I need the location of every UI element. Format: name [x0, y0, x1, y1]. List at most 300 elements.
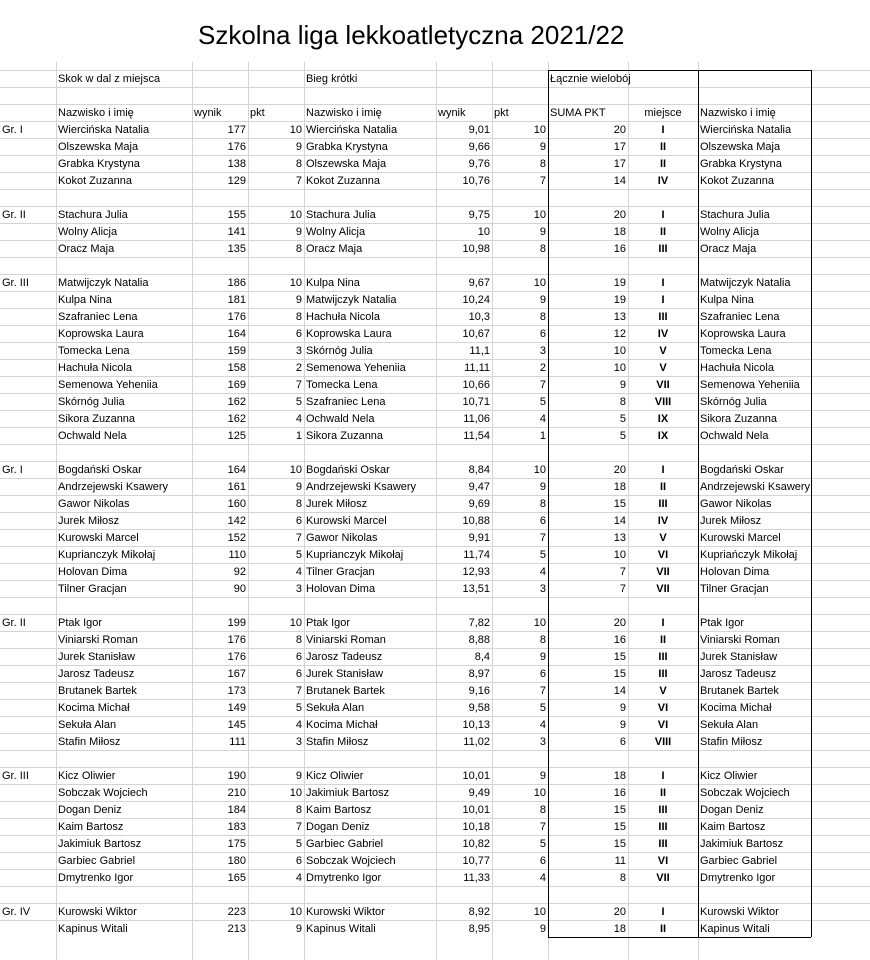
- place-cell[interactable]: VIII: [654, 396, 672, 408]
- jump-points-cell[interactable]: 9: [295, 226, 302, 238]
- run-name-cell[interactable]: Dogan Deniz: [306, 821, 370, 833]
- place-cell[interactable]: I: [661, 124, 665, 136]
- place-cell[interactable]: IV: [657, 175, 669, 187]
- jump-name-cell[interactable]: Ptak Igor: [58, 617, 103, 629]
- sum-cell[interactable]: 10: [613, 362, 626, 374]
- jump-points-cell[interactable]: 7: [295, 379, 302, 391]
- run-result-cell[interactable]: 9,49: [468, 787, 490, 799]
- run-points-cell[interactable]: 6: [539, 328, 546, 340]
- total-name-cell[interactable]: Koprowska Laura: [700, 328, 786, 340]
- total-name-cell[interactable]: Jurek Stanisław: [700, 651, 778, 663]
- run-name-cell[interactable]: Semenowa Yeheniia: [306, 362, 406, 374]
- sum-cell[interactable]: 7: [619, 566, 626, 578]
- run-result-cell[interactable]: 9,66: [468, 141, 490, 153]
- jump-result-cell[interactable]: 145: [227, 719, 246, 731]
- sum-cell[interactable]: 16: [613, 634, 626, 646]
- header-name-jump[interactable]: Nazwisko i imię: [58, 107, 134, 119]
- jump-name-cell[interactable]: Tilner Gracjan: [58, 583, 127, 595]
- jump-name-cell[interactable]: Kuprianczyk Mikołaj: [58, 549, 156, 561]
- run-name-cell[interactable]: Jarosz Tadeusz: [306, 651, 383, 663]
- jump-points-cell[interactable]: 10: [289, 617, 302, 629]
- total-name-cell[interactable]: Kaim Bartosz: [700, 821, 766, 833]
- place-cell[interactable]: IV: [657, 328, 669, 340]
- place-cell[interactable]: I: [661, 617, 665, 629]
- place-cell[interactable]: III: [658, 498, 668, 510]
- run-result-cell[interactable]: 9,69: [468, 498, 490, 510]
- run-result-cell[interactable]: 12,93: [462, 566, 490, 578]
- run-result-cell[interactable]: 11,33: [463, 872, 490, 884]
- total-name-cell[interactable]: Jarosz Tadeusz: [700, 668, 777, 680]
- run-result-cell[interactable]: 8,97: [468, 668, 490, 680]
- jump-name-cell[interactable]: Koprowska Laura: [58, 328, 144, 340]
- run-name-cell[interactable]: Jurek Stanisław: [306, 668, 384, 680]
- jump-result-cell[interactable]: 176: [227, 634, 246, 646]
- jump-name-cell[interactable]: Ochwald Nela: [58, 430, 127, 442]
- jump-points-cell[interactable]: 10: [289, 277, 302, 289]
- jump-result-cell[interactable]: 149: [227, 702, 246, 714]
- jump-result-cell[interactable]: 190: [227, 770, 246, 782]
- group-cell[interactable]: Gr. I: [2, 464, 23, 476]
- jump-points-cell[interactable]: 9: [295, 294, 302, 306]
- run-name-cell[interactable]: Kocima Michał: [306, 719, 378, 731]
- place-cell[interactable]: VI: [657, 719, 669, 731]
- run-name-cell[interactable]: Stafin Miłosz: [306, 736, 369, 748]
- jump-points-cell[interactable]: 7: [295, 175, 302, 187]
- jump-points-cell[interactable]: 5: [295, 838, 302, 850]
- run-points-cell[interactable]: 10: [533, 787, 546, 799]
- run-points-cell[interactable]: 7: [539, 175, 546, 187]
- total-name-cell[interactable]: Tomecka Lena: [700, 345, 772, 357]
- jump-name-cell[interactable]: Skórnóg Julia: [58, 396, 125, 408]
- run-result-cell[interactable]: 8,84: [468, 464, 490, 476]
- place-cell[interactable]: IX: [657, 430, 669, 442]
- jump-name-cell[interactable]: Garbiec Gabriel: [58, 855, 136, 867]
- run-name-cell[interactable]: Dmytrenko Igor: [306, 872, 382, 884]
- run-result-cell[interactable]: 10,76: [462, 175, 490, 187]
- jump-result-cell[interactable]: 180: [227, 855, 246, 867]
- run-result-cell[interactable]: 10,24: [462, 294, 490, 306]
- jump-result-cell[interactable]: 169: [227, 379, 246, 391]
- jump-result-cell[interactable]: 159: [227, 345, 246, 357]
- jump-points-cell[interactable]: 9: [295, 481, 302, 493]
- place-cell[interactable]: I: [661, 277, 665, 289]
- jump-points-cell[interactable]: 3: [295, 736, 302, 748]
- jump-result-cell[interactable]: 183: [227, 821, 246, 833]
- jump-name-cell[interactable]: Brutanek Bartek: [58, 685, 137, 697]
- jump-result-cell[interactable]: 164: [227, 464, 246, 476]
- run-points-cell[interactable]: 7: [539, 821, 546, 833]
- jump-result-cell[interactable]: 162: [227, 413, 246, 425]
- jump-points-cell[interactable]: 9: [295, 923, 302, 935]
- place-cell[interactable]: VII: [656, 379, 670, 391]
- sum-cell[interactable]: 9: [619, 719, 626, 731]
- run-result-cell[interactable]: 8,88: [468, 634, 490, 646]
- run-name-cell[interactable]: Kaim Bartosz: [306, 804, 372, 816]
- place-cell[interactable]: III: [658, 804, 668, 816]
- jump-points-cell[interactable]: 7: [295, 821, 302, 833]
- place-cell[interactable]: VII: [656, 583, 670, 595]
- place-cell[interactable]: II: [659, 226, 667, 238]
- jump-points-cell[interactable]: 3: [295, 345, 302, 357]
- total-name-cell[interactable]: Garbiec Gabriel: [700, 855, 778, 867]
- run-points-cell[interactable]: 8: [539, 634, 546, 646]
- jump-result-cell[interactable]: 199: [227, 617, 246, 629]
- jump-points-cell[interactable]: 4: [295, 413, 302, 425]
- header-place[interactable]: miejsce: [644, 107, 682, 119]
- place-cell[interactable]: III: [658, 243, 668, 255]
- sum-cell[interactable]: 15: [613, 804, 626, 816]
- jump-points-cell[interactable]: 8: [295, 311, 302, 323]
- jump-result-cell[interactable]: 141: [227, 226, 246, 238]
- run-name-cell[interactable]: Szafraniec Lena: [306, 396, 386, 408]
- total-name-cell[interactable]: Kokot Zuzanna: [700, 175, 774, 187]
- run-points-cell[interactable]: 1: [539, 430, 546, 442]
- jump-result-cell[interactable]: 186: [227, 277, 246, 289]
- jump-name-cell[interactable]: Tomecka Lena: [58, 345, 130, 357]
- jump-points-cell[interactable]: 4: [295, 566, 302, 578]
- sum-cell[interactable]: 8: [619, 396, 626, 408]
- jump-points-cell[interactable]: 5: [295, 396, 302, 408]
- total-name-cell[interactable]: Stafin Miłosz: [700, 736, 763, 748]
- place-cell[interactable]: VIII: [654, 736, 672, 748]
- sum-cell[interactable]: 14: [613, 685, 626, 697]
- jump-name-cell[interactable]: Wiercińska Natalia: [58, 124, 150, 136]
- jump-points-cell[interactable]: 6: [295, 515, 302, 527]
- total-name-cell[interactable]: Andrzejewski Ksawery: [700, 481, 811, 493]
- run-points-cell[interactable]: 3: [539, 345, 546, 357]
- section-run-label[interactable]: Bieg krótki: [306, 73, 358, 85]
- jump-result-cell[interactable]: 90: [233, 583, 246, 595]
- run-name-cell[interactable]: Sekuła Alan: [306, 702, 365, 714]
- group-cell[interactable]: Gr. II: [2, 617, 26, 629]
- run-result-cell[interactable]: 7,82: [468, 617, 490, 629]
- jump-name-cell[interactable]: Viniarski Roman: [58, 634, 138, 646]
- jump-result-cell[interactable]: 160: [227, 498, 246, 510]
- sum-cell[interactable]: 20: [613, 124, 626, 136]
- jump-points-cell[interactable]: 10: [289, 906, 302, 918]
- jump-name-cell[interactable]: Matwijczyk Natalia: [58, 277, 149, 289]
- sum-cell[interactable]: 17: [613, 141, 626, 153]
- jump-name-cell[interactable]: Kurowski Marcel: [58, 532, 139, 544]
- run-result-cell[interactable]: 10: [477, 226, 490, 238]
- run-name-cell[interactable]: Tilner Gracjan: [306, 566, 375, 578]
- run-points-cell[interactable]: 10: [533, 906, 546, 918]
- total-name-cell[interactable]: Viniarski Roman: [700, 634, 780, 646]
- sum-cell[interactable]: 5: [619, 430, 626, 442]
- jump-result-cell[interactable]: 92: [233, 566, 246, 578]
- jump-name-cell[interactable]: Jakimiuk Bartosz: [58, 838, 142, 850]
- sum-cell[interactable]: 17: [613, 158, 626, 170]
- run-points-cell[interactable]: 9: [539, 923, 546, 935]
- run-result-cell[interactable]: 11,54: [463, 430, 490, 442]
- run-points-cell[interactable]: 9: [539, 770, 546, 782]
- place-cell[interactable]: III: [658, 821, 668, 833]
- jump-points-cell[interactable]: 6: [295, 668, 302, 680]
- run-result-cell[interactable]: 10,01: [462, 770, 490, 782]
- jump-points-cell[interactable]: 10: [289, 209, 302, 221]
- jump-result-cell[interactable]: 223: [227, 906, 246, 918]
- run-points-cell[interactable]: 8: [539, 498, 546, 510]
- total-name-cell[interactable]: Stachura Julia: [700, 209, 770, 221]
- jump-points-cell[interactable]: 2: [295, 362, 302, 374]
- jump-points-cell[interactable]: 7: [295, 685, 302, 697]
- sum-cell[interactable]: 18: [613, 770, 626, 782]
- jump-points-cell[interactable]: 8: [295, 634, 302, 646]
- sum-cell[interactable]: 12: [613, 328, 626, 340]
- run-points-cell[interactable]: 4: [539, 719, 546, 731]
- jump-result-cell[interactable]: 162: [227, 396, 246, 408]
- sum-cell[interactable]: 20: [613, 464, 626, 476]
- jump-points-cell[interactable]: 5: [295, 549, 302, 561]
- jump-points-cell[interactable]: 10: [289, 787, 302, 799]
- run-points-cell[interactable]: 5: [539, 702, 546, 714]
- sum-cell[interactable]: 7: [619, 583, 626, 595]
- jump-name-cell[interactable]: Sekuła Alan: [58, 719, 117, 731]
- jump-points-cell[interactable]: 4: [295, 719, 302, 731]
- run-points-cell[interactable]: 7: [539, 685, 546, 697]
- run-result-cell[interactable]: 10,66: [462, 379, 490, 391]
- jump-name-cell[interactable]: Kokot Zuzanna: [58, 175, 132, 187]
- total-name-cell[interactable]: Olszewska Maja: [700, 141, 781, 153]
- place-cell[interactable]: II: [659, 634, 667, 646]
- total-name-cell[interactable]: Kurowski Wiktor: [700, 906, 779, 918]
- run-name-cell[interactable]: Kuprianczyk Mikołaj: [306, 549, 404, 561]
- total-name-cell[interactable]: Matwijczyk Natalia: [700, 277, 791, 289]
- run-points-cell[interactable]: 4: [539, 566, 546, 578]
- run-name-cell[interactable]: Jakimiuk Bartosz: [306, 787, 390, 799]
- jump-points-cell[interactable]: 6: [295, 651, 302, 663]
- jump-name-cell[interactable]: Sikora Zuzanna: [58, 413, 136, 425]
- run-name-cell[interactable]: Wiercińska Natalia: [306, 124, 398, 136]
- sum-cell[interactable]: 18: [613, 226, 626, 238]
- total-name-cell[interactable]: Dmytrenko Igor: [700, 872, 776, 884]
- run-points-cell[interactable]: 2: [539, 362, 546, 374]
- run-points-cell[interactable]: 9: [539, 226, 546, 238]
- jump-result-cell[interactable]: 213: [227, 923, 246, 935]
- total-name-cell[interactable]: Grabka Krystyna: [700, 158, 782, 170]
- jump-name-cell[interactable]: Kocima Michał: [58, 702, 130, 714]
- run-result-cell[interactable]: 13,51: [462, 583, 490, 595]
- jump-points-cell[interactable]: 8: [295, 804, 302, 816]
- total-name-cell[interactable]: Bogdański Oskar: [700, 464, 784, 476]
- total-name-cell[interactable]: Kulpa Nina: [700, 294, 754, 306]
- run-points-cell[interactable]: 7: [539, 532, 546, 544]
- jump-points-cell[interactable]: 6: [295, 328, 302, 340]
- jump-result-cell[interactable]: 167: [227, 668, 246, 680]
- place-cell[interactable]: IV: [657, 515, 669, 527]
- group-cell[interactable]: Gr. III: [2, 770, 29, 782]
- run-result-cell[interactable]: 11,02: [463, 736, 490, 748]
- run-points-cell[interactable]: 6: [539, 668, 546, 680]
- jump-points-cell[interactable]: 1: [295, 430, 302, 442]
- sum-cell[interactable]: 6: [619, 736, 626, 748]
- total-name-cell[interactable]: Kocima Michał: [700, 702, 772, 714]
- place-cell[interactable]: I: [661, 464, 665, 476]
- jump-name-cell[interactable]: Stachura Julia: [58, 209, 128, 221]
- jump-result-cell[interactable]: 129: [227, 175, 246, 187]
- sum-cell[interactable]: 16: [613, 243, 626, 255]
- jump-result-cell[interactable]: 110: [228, 549, 246, 561]
- run-result-cell[interactable]: 10,77: [462, 855, 490, 867]
- run-result-cell[interactable]: 10,71: [462, 396, 490, 408]
- total-name-cell[interactable]: Kapinus Witali: [700, 923, 770, 935]
- place-cell[interactable]: V: [659, 345, 667, 357]
- section-jump-label[interactable]: Skok w dal z miejsca: [58, 73, 161, 85]
- jump-result-cell[interactable]: 181: [227, 294, 246, 306]
- run-points-cell[interactable]: 6: [539, 855, 546, 867]
- jump-name-cell[interactable]: Sobczak Wojciech: [58, 787, 148, 799]
- sum-cell[interactable]: 15: [613, 651, 626, 663]
- group-cell[interactable]: Gr. I: [2, 124, 23, 136]
- jump-result-cell[interactable]: 210: [227, 787, 246, 799]
- header-sum[interactable]: SUMA PKT: [550, 107, 606, 119]
- run-result-cell[interactable]: 9,58: [468, 702, 490, 714]
- place-cell[interactable]: VII: [656, 566, 670, 578]
- jump-name-cell[interactable]: Olszewska Maja: [58, 141, 139, 153]
- run-points-cell[interactable]: 3: [539, 583, 546, 595]
- sum-cell[interactable]: 18: [613, 481, 626, 493]
- run-result-cell[interactable]: 10,98: [462, 243, 490, 255]
- group-cell[interactable]: Gr. III: [2, 277, 29, 289]
- run-result-cell[interactable]: 10,82: [462, 838, 490, 850]
- jump-points-cell[interactable]: 4: [295, 872, 302, 884]
- place-cell[interactable]: III: [658, 651, 668, 663]
- jump-name-cell[interactable]: Holovan Dima: [58, 566, 128, 578]
- run-result-cell[interactable]: 9,47: [468, 481, 490, 493]
- run-name-cell[interactable]: Sikora Zuzanna: [306, 430, 384, 442]
- run-points-cell[interactable]: 3: [539, 736, 546, 748]
- run-points-cell[interactable]: 5: [539, 838, 546, 850]
- total-name-cell[interactable]: Wiercińska Natalia: [700, 124, 792, 136]
- jump-points-cell[interactable]: 8: [295, 243, 302, 255]
- jump-result-cell[interactable]: 176: [227, 651, 246, 663]
- total-name-cell[interactable]: Sikora Zuzanna: [700, 413, 778, 425]
- run-result-cell[interactable]: 9,01: [468, 124, 490, 136]
- sum-cell[interactable]: 15: [613, 838, 626, 850]
- run-points-cell[interactable]: 8: [539, 158, 546, 170]
- jump-name-cell[interactable]: Wolny Alicja: [58, 226, 118, 238]
- sum-cell[interactable]: 9: [619, 702, 626, 714]
- jump-name-cell[interactable]: Kicz Oliwier: [58, 770, 116, 782]
- jump-result-cell[interactable]: 165: [227, 872, 246, 884]
- place-cell[interactable]: II: [659, 141, 667, 153]
- total-name-cell[interactable]: Dogan Deniz: [700, 804, 764, 816]
- run-points-cell[interactable]: 10: [533, 277, 546, 289]
- run-name-cell[interactable]: Garbiec Gabriel: [306, 838, 384, 850]
- jump-name-cell[interactable]: Jurek Stanisław: [58, 651, 136, 663]
- run-points-cell[interactable]: 5: [539, 549, 546, 561]
- run-result-cell[interactable]: 11,11: [464, 362, 490, 374]
- place-cell[interactable]: III: [658, 311, 668, 323]
- group-cell[interactable]: Gr. IV: [2, 906, 31, 918]
- sum-cell[interactable]: 18: [613, 923, 626, 935]
- jump-name-cell[interactable]: Kaim Bartosz: [58, 821, 124, 833]
- sum-cell[interactable]: 8: [619, 872, 626, 884]
- run-name-cell[interactable]: Ptak Igor: [306, 617, 351, 629]
- run-name-cell[interactable]: Holovan Dima: [306, 583, 376, 595]
- place-cell[interactable]: IX: [657, 413, 669, 425]
- jump-result-cell[interactable]: 142: [227, 515, 246, 527]
- sum-cell[interactable]: 13: [613, 532, 626, 544]
- section-total-label[interactable]: Łącznie wielobój: [550, 73, 631, 85]
- run-name-cell[interactable]: Stachura Julia: [306, 209, 376, 221]
- run-name-cell[interactable]: Matwijczyk Natalia: [306, 294, 397, 306]
- jump-result-cell[interactable]: 184: [227, 804, 246, 816]
- run-result-cell[interactable]: 8,4: [474, 651, 490, 663]
- sum-cell[interactable]: 19: [613, 294, 626, 306]
- jump-name-cell[interactable]: Hachuła Nicola: [58, 362, 132, 374]
- sum-cell[interactable]: 9: [619, 379, 626, 391]
- place-cell[interactable]: I: [661, 906, 665, 918]
- header-name-run[interactable]: Nazwisko i imię: [306, 107, 382, 119]
- jump-points-cell[interactable]: 6: [295, 855, 302, 867]
- jump-result-cell[interactable]: 135: [227, 243, 246, 255]
- jump-name-cell[interactable]: Oracz Maja: [58, 243, 115, 255]
- sum-cell[interactable]: 20: [613, 906, 626, 918]
- run-result-cell[interactable]: 10,88: [462, 515, 490, 527]
- header-name-total[interactable]: Nazwisko i imię: [700, 107, 776, 119]
- run-name-cell[interactable]: Gawor Nikolas: [306, 532, 378, 544]
- jump-name-cell[interactable]: Dogan Deniz: [58, 804, 122, 816]
- place-cell[interactable]: I: [661, 294, 665, 306]
- run-result-cell[interactable]: 9,16: [468, 685, 490, 697]
- run-name-cell[interactable]: Bogdański Oskar: [306, 464, 390, 476]
- total-name-cell[interactable]: Sobczak Wojciech: [700, 787, 790, 799]
- run-points-cell[interactable]: 9: [539, 481, 546, 493]
- sum-cell[interactable]: 14: [613, 515, 626, 527]
- run-name-cell[interactable]: Olszewska Maja: [306, 158, 387, 170]
- jump-points-cell[interactable]: 10: [289, 124, 302, 136]
- header-points-jump[interactable]: pkt: [250, 107, 265, 119]
- run-points-cell[interactable]: 9: [539, 651, 546, 663]
- jump-points-cell[interactable]: 8: [295, 498, 302, 510]
- run-points-cell[interactable]: 9: [539, 141, 546, 153]
- run-name-cell[interactable]: Sobczak Wojciech: [306, 855, 396, 867]
- run-result-cell[interactable]: 10,3: [468, 311, 490, 323]
- total-name-cell[interactable]: Holovan Dima: [700, 566, 770, 578]
- run-name-cell[interactable]: Koprowska Laura: [306, 328, 392, 340]
- jump-points-cell[interactable]: 10: [289, 464, 302, 476]
- total-name-cell[interactable]: Ochwald Nela: [700, 430, 769, 442]
- run-points-cell[interactable]: 8: [539, 804, 546, 816]
- sum-cell[interactable]: 13: [613, 311, 626, 323]
- run-points-cell[interactable]: 7: [539, 379, 546, 391]
- run-name-cell[interactable]: Jurek Miłosz: [306, 498, 368, 510]
- sum-cell[interactable]: 20: [613, 209, 626, 221]
- total-name-cell[interactable]: Brutanek Bartek: [700, 685, 779, 697]
- jump-name-cell[interactable]: Kurowski Wiktor: [58, 906, 137, 918]
- run-name-cell[interactable]: Tomecka Lena: [306, 379, 378, 391]
- total-name-cell[interactable]: Kurowski Marcel: [700, 532, 781, 544]
- place-cell[interactable]: II: [659, 787, 667, 799]
- jump-name-cell[interactable]: Semenowa Yeheniia: [58, 379, 158, 391]
- sum-cell[interactable]: 10: [613, 345, 626, 357]
- run-points-cell[interactable]: 10: [533, 464, 546, 476]
- jump-name-cell[interactable]: Szafraniec Lena: [58, 311, 138, 323]
- sum-cell[interactable]: 15: [613, 498, 626, 510]
- total-name-cell[interactable]: Skórnóg Julia: [700, 396, 767, 408]
- run-result-cell[interactable]: 9,91: [468, 532, 490, 544]
- run-name-cell[interactable]: Kurowski Marcel: [306, 515, 387, 527]
- total-name-cell[interactable]: Jakimiuk Bartosz: [700, 838, 784, 850]
- header-result-jump[interactable]: wynik: [194, 107, 222, 119]
- sum-cell[interactable]: 16: [613, 787, 626, 799]
- run-result-cell[interactable]: 9,76: [468, 158, 490, 170]
- run-result-cell[interactable]: 9,75: [468, 209, 490, 221]
- sum-cell[interactable]: 5: [619, 413, 626, 425]
- run-name-cell[interactable]: Kurowski Wiktor: [306, 906, 385, 918]
- place-cell[interactable]: II: [659, 158, 667, 170]
